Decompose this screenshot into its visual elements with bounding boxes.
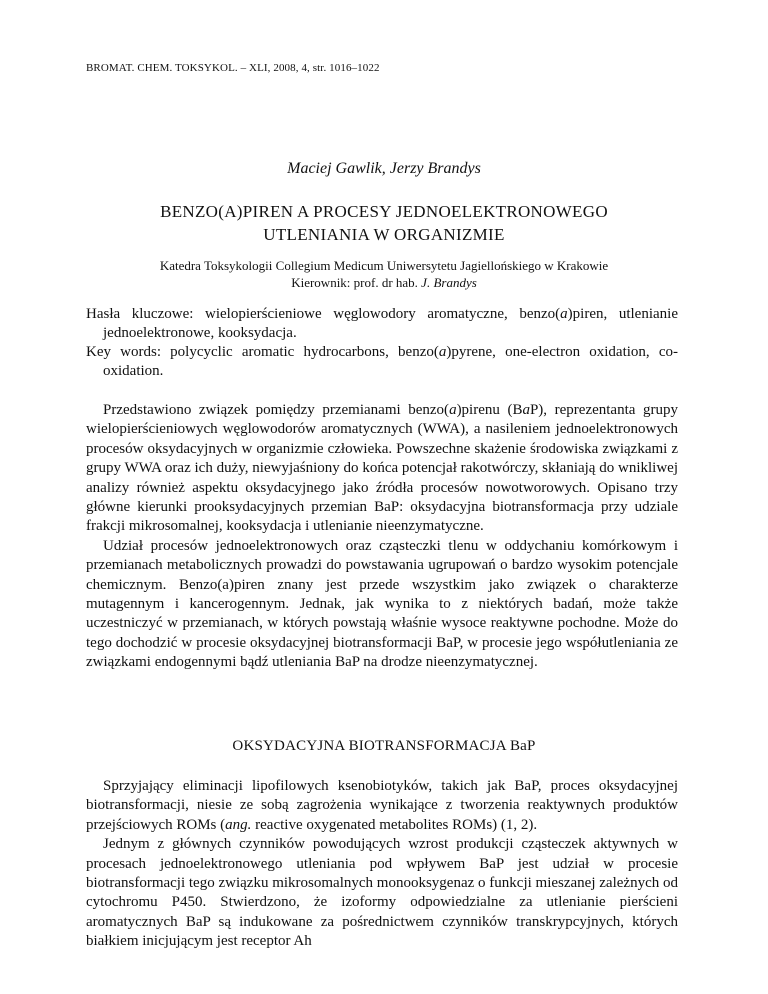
section-p1-italic: ang. (225, 816, 252, 833)
section-heading: OKSYDACYJNA BIOTRANSFORMACJA BaP (232, 738, 536, 754)
abstract-paragraph-1 (86, 401, 678, 537)
section-paragraph-2: Jednym z głównych czynników powodujących wzrost produkcji cząsteczek aktywnych w procesach jednoelektronowego utleniania pod wpływem BaP jest udział w procesie biotransformacji tego związku mikrosomalnych monooksygenaz o funkcji mieszanej zależnych od cytochromu P450. Stwierdzono, że izoformy odpowiedzialne za utlenianie pierścieni aromatycznych BaP są indukowane za pośrednictwem czynników transkrypcyjnych, których białkiem inicjującym jest receptor Ah (86, 836, 678, 950)
article-title (120, 200, 648, 246)
keywords-pl-italic: a (560, 306, 568, 322)
affiliation-head (80, 274, 688, 291)
title-line-1: BENZO(A)PIREN A PROCESY JEDNOELEKTRONOWEGO (160, 202, 608, 221)
keywords-english (86, 343, 678, 381)
keywords (86, 305, 678, 381)
abstract-p1-text-b: )pirenu (B (456, 402, 523, 418)
abstract-p1-text-c: P), reprezentanta grupy wielopierścieniowych węglowodorów aromatycznych (WWA), a nasileniem jednoelektronowych procesów oksydacyjnych w organizmie człowieka. Powszechne skażenie środowiska związkami z grupy WWA oraz ich duży, niewyjaśniony do końca potencjał rakotwórczy, skłaniają do wnikliwej analizy również aspektu oksydacyjnego jako źródła procesów nowotworowych. Opisano trzy główne kierunki prooksydacyjnych przemian BaP: oksydacyjna biotransformacja przy udziale frakcji mikrosomalnej, kooksydacja i utlenianie nieenzymatyczne. (86, 402, 678, 535)
keywords-pl-text-b: )piren, utlenianie jednoelektronowe, kooksydacja. (103, 306, 678, 341)
keywords-en-italic: a (438, 344, 447, 360)
authors: Maciej Gawlik, Jerzy Brandys (287, 160, 481, 177)
keywords-en-text-b: )pyrene, one-electron oxidation, co-oxidation. (103, 344, 678, 379)
section-body (86, 777, 678, 952)
section-p1-text-a: Sprzyjający eliminacji lipofilowych ksenobiotyków, takich jak BaP, proces oksydacyjnej biotransformacji, niesie ze sobą zagrożenia wynikające z tworzenia reaktywnych produktów przejściowych ROMs ( (86, 778, 678, 833)
affiliation-institution: Katedra Toksykologii Collegium Medicum Uniwersytetu Jagiellońskiego w Krakowie (159, 258, 609, 273)
abstract (86, 401, 678, 673)
running-head: BROMAT. CHEM. TOKSYKOL. – XLI, 2008, 4, str. 1016–1022 (86, 62, 380, 74)
abstract-paragraph-2: Udział procesów jednoelektronowych oraz cząsteczki tlenu w oddychaniu komórkowym i przemianach metabolicznych prowadzi do powstawania ugrupowań o bardzo wysokim potencjale chemicznym. Benzo(a)piren znany jest przede wszystkim jako związek o charakterze mutagennym i kancerogennym. Jednak, jak wynika to z niektórych badań, może także uczestniczyć w przemianach, w których powstają właśnie wysoce reaktywne pochodne. Może do tego dochodzić w procesie oksydacyjnej biotransformacji BaP, w procesie jego współutleniania ze związkami endogennymi bądź utleniania BaP na drodze nieenzymatycznej. (86, 537, 678, 671)
keywords-polish (86, 305, 678, 343)
abstract-p1-italic-1: a (449, 402, 457, 418)
affiliation (80, 257, 688, 291)
title-line-2: UTLENIANIA W ORGANIZMIE (263, 225, 505, 244)
affiliation-head-name: J. Brandys (421, 275, 477, 290)
section-p1-text-b: reactive oxygenated metabolites ROMs) (1, 2). (251, 816, 538, 833)
abstract-p1-italic-2: a (522, 402, 530, 418)
section-paragraph-1 (86, 777, 678, 835)
keywords-pl-text-a: Hasła kluczowe: wielopierścieniowe węglowodory aromatyczne, benzo( (86, 306, 561, 322)
affiliation-head-prefix: Kierownik: prof. dr hab. (291, 275, 422, 290)
abstract-p1-text-a: Przedstawiono związek pomiędzy przemianami benzo( (103, 402, 450, 418)
keywords-en-text-a: Key words: polycyclic aromatic hydrocarbons, benzo( (86, 344, 439, 360)
